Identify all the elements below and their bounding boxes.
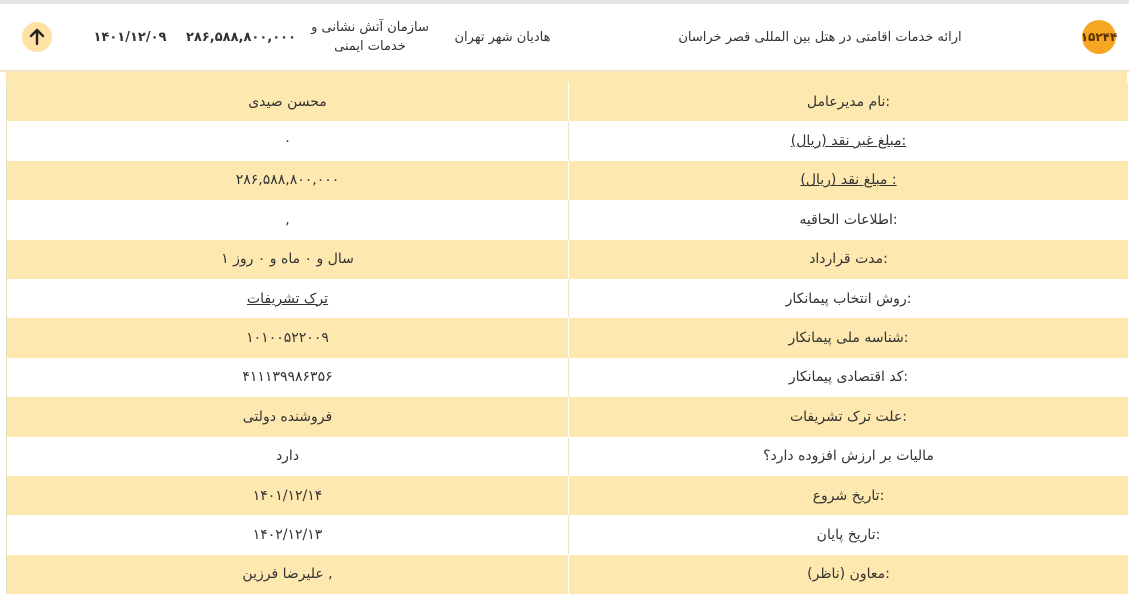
contract-amount: ۲۸۶,۵۸۸,۸۰۰,۰۰۰ xyxy=(185,29,297,45)
detail-value: ۴۱۱۱۳۹۹۸۶۳۵۶ xyxy=(7,358,569,397)
detail-label: علت ترک تشریفات: xyxy=(789,408,908,425)
detail-row-cash-amount xyxy=(7,161,1128,200)
detail-row-start-date xyxy=(7,476,1128,515)
detail-value: دارد xyxy=(7,437,569,476)
detail-label: اطلاعات الحاقیه: xyxy=(799,211,898,228)
detail-label: مدت قرارداد: xyxy=(809,251,888,268)
selection-method-link[interactable]: ترک تشریفات xyxy=(7,279,569,318)
detail-value: محسن صیدی xyxy=(7,82,569,121)
detail-value: ۲۸۶,۵۸۸,۸۰۰,۰۰۰ xyxy=(7,161,569,200)
detail-label: کد اقتصادی پیمانکار: xyxy=(788,369,909,386)
detail-value: ۱ سال و ۰ ماه و ۰ روز xyxy=(7,240,569,279)
noncash-amount-link[interactable]: مبلغ غیر نقد (ریال): xyxy=(790,133,907,150)
detail-row-duration xyxy=(7,240,1128,279)
detail-value: ۱۴۰۱/۱۲/۱۴ xyxy=(7,476,569,515)
contract-date: ۱۴۰۱/۱۲/۰۹ xyxy=(93,29,167,45)
detail-row-ceo xyxy=(7,82,1128,121)
detail-label: شناسه ملی پیمانکار: xyxy=(788,330,909,347)
contract-details-table xyxy=(6,82,1128,594)
detail-row-waiver-reason xyxy=(7,397,1128,436)
detail-label: تاریخ پایان: xyxy=(816,526,881,543)
detail-label: روش انتخاب پیمانکار: xyxy=(785,290,912,307)
detail-row-end-date xyxy=(7,515,1128,554)
organization-name: سازمان آتش نشانی و خدمات ایمنی xyxy=(311,20,429,54)
detail-row-economic-code xyxy=(7,358,1128,397)
contractor-name: هادیان شهر تهران xyxy=(454,29,551,45)
detail-row-selection-method xyxy=(7,279,1128,318)
detail-value: ۱۰۱۰۰۵۲۲۰۰۹ xyxy=(7,318,569,357)
detail-row-vat xyxy=(7,437,1128,476)
detail-row-supervisor xyxy=(7,555,1128,594)
detail-row-noncash-amount xyxy=(7,121,1128,160)
detail-label: نام مدیرعامل: xyxy=(806,93,891,110)
cash-amount-link[interactable]: مبلغ نقد (ریال) : xyxy=(800,172,897,189)
detail-label: معاون (ناظر): xyxy=(807,566,890,583)
contract-title: ارائه خدمات اقامتی در هتل بین المللی قصر خراسان xyxy=(678,29,962,45)
detail-value: علیرضا فرزین , xyxy=(7,555,569,594)
detail-row-national-id xyxy=(7,318,1128,357)
collapse-button[interactable] xyxy=(22,22,52,52)
detail-row-addendum xyxy=(7,200,1128,239)
detail-label: مالیات بر ارزش افزوده دارد؟ xyxy=(763,448,934,465)
arrow-up-icon xyxy=(27,27,47,47)
detail-value: ۱۴۰۲/۱۲/۱۳ xyxy=(7,515,569,554)
row-number-badge: ۱۵۲۴۴ xyxy=(1082,20,1116,54)
details-top-padding xyxy=(6,72,1127,82)
contract-summary-row[interactable] xyxy=(0,4,1129,70)
detail-value: فروشنده دولتی xyxy=(7,397,569,436)
detail-value: , xyxy=(7,200,569,239)
detail-value: ۰ xyxy=(7,121,569,160)
detail-label: تاریخ شروع: xyxy=(812,487,885,504)
